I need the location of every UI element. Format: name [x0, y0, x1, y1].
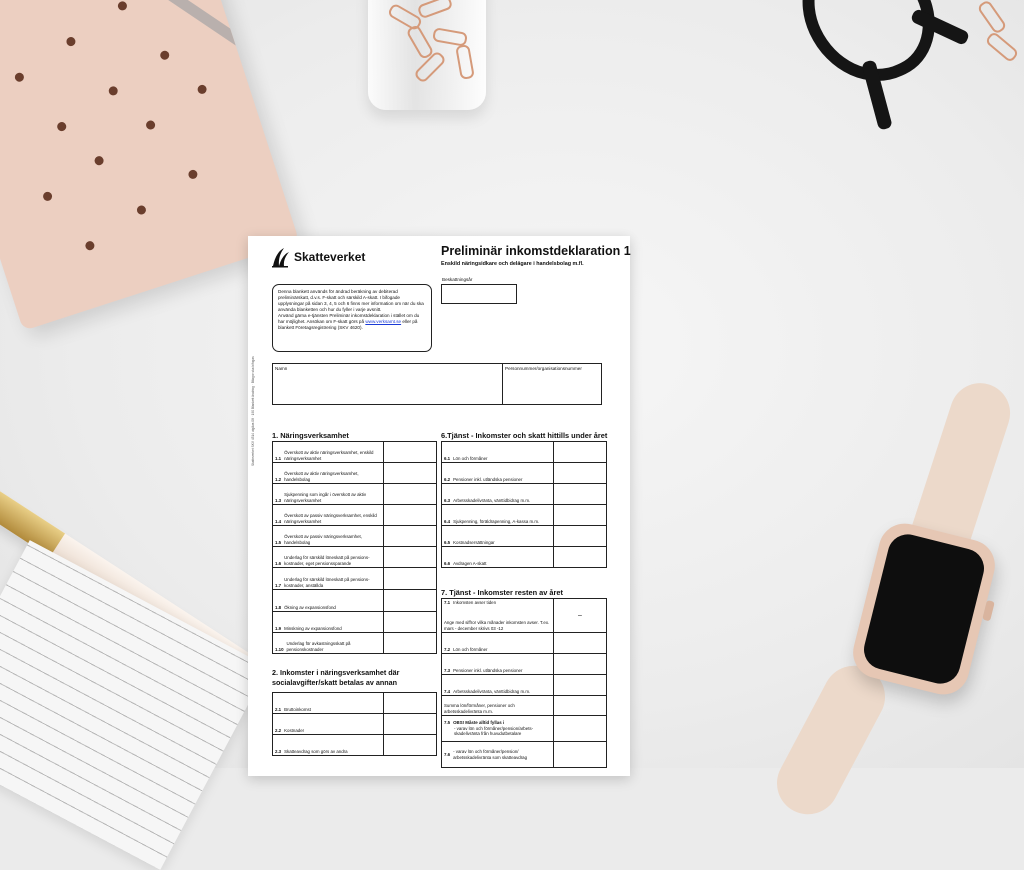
row-number: 1.10	[275, 646, 284, 652]
section-2-table	[272, 692, 437, 756]
section-7-title: 7. Tjänst - Inkomster resten av året	[441, 588, 563, 597]
table-row	[273, 484, 437, 505]
value-field[interactable]	[384, 693, 437, 713]
watch-screen	[860, 530, 988, 688]
row-number: 2.2	[275, 727, 282, 733]
info-box	[272, 284, 432, 352]
row-label: Avdragen A-skatt	[453, 560, 487, 566]
table-row	[273, 505, 437, 526]
row-label: Bruttoinkomst	[284, 706, 311, 712]
notebook-dot	[65, 36, 76, 47]
table-row	[273, 612, 437, 633]
row-number: 7.6	[444, 751, 451, 757]
row-label: Ökning av expansionsfond	[284, 604, 336, 610]
value-field[interactable]	[554, 463, 607, 483]
eyeglasses	[800, 0, 980, 160]
row-number: 1.6	[275, 560, 282, 566]
notebook-dot	[108, 85, 119, 96]
notebook-dot	[14, 72, 25, 83]
paperclip	[405, 24, 434, 60]
row-number: 2.1	[275, 706, 282, 712]
table-row	[442, 526, 607, 547]
notebook-dot	[187, 169, 198, 180]
paperclip	[417, 0, 454, 19]
table-row	[273, 693, 437, 714]
row-label: Sjukpenning, föräldrapenning, A-kassa m.m.	[453, 518, 540, 524]
skatteverket-logo	[270, 246, 365, 268]
table-row	[442, 442, 607, 463]
row-label: - varav lön och förmåner/pension/ arbetsskadelivränta som skatteavdrag	[453, 749, 528, 760]
logo-text: Skatteverket	[294, 250, 366, 264]
value-field[interactable]	[384, 633, 437, 653]
table-row	[273, 568, 437, 590]
section-2-title: 2. Inkomster i näringsverksamhet där socialavgifter/skatt betalas av annan	[272, 668, 400, 687]
table-row	[273, 526, 437, 547]
row-number: 1.4	[275, 518, 282, 524]
name-box	[272, 363, 602, 405]
month-dash: –	[578, 612, 582, 619]
section-6-table	[441, 441, 607, 568]
row-label: Överskott av aktiv näringsverksamhet, handelsbolag	[284, 471, 359, 482]
notebook-dot	[196, 84, 207, 95]
table-row	[442, 633, 607, 654]
value-field[interactable]	[384, 505, 437, 525]
section-7-table	[441, 598, 607, 768]
table-row	[442, 654, 607, 675]
row-number: 7.2	[444, 646, 451, 652]
table-row	[442, 463, 607, 484]
row-number: 7.3	[444, 667, 451, 673]
row-label: Inkomsten avser tiden	[453, 600, 497, 605]
form-title: Preliminär inkomstdeklaration 1	[441, 244, 631, 258]
verksamt-link[interactable]: www.verksamt.se	[365, 319, 402, 324]
name-label: Namn	[275, 366, 288, 371]
paperclip-jar	[368, 0, 486, 110]
notebook-dot	[56, 121, 67, 132]
notebook-dot	[84, 240, 95, 251]
beskattningsar-field[interactable]	[441, 284, 517, 304]
month-range-field[interactable]	[554, 599, 607, 632]
value-field[interactable]	[554, 633, 607, 653]
table-row	[273, 735, 437, 756]
value-field[interactable]	[554, 442, 607, 462]
row-sublabel: Ange med siffror vilka månader inkomsten avser. T.ex. mars - december skrivs 03 -12	[444, 620, 550, 631]
row-number: 1.5	[275, 539, 282, 545]
value-field[interactable]	[384, 484, 437, 504]
table-row	[442, 505, 607, 526]
row-number: 1.1	[275, 455, 282, 461]
row-number: 1.3	[275, 497, 282, 503]
row-title: OBS! Måste alltid fyllas i	[453, 720, 505, 726]
value-field[interactable]	[554, 654, 607, 674]
row-label: Kostnader	[284, 727, 305, 733]
value-field[interactable]	[384, 463, 437, 483]
row-label: Överskott av aktiv näringsverksamhet, enskild näringsverksamhet	[284, 450, 374, 461]
value-field[interactable]	[554, 742, 607, 767]
info-text-1: Denna blankett används för ändrad beräkning av debiterad preliminärskatt, d.v.s. F-skatt och särskild A-skatt. I bifogade upplysningar på sidan 3, 4, 5 och 6 finns mer information om när du ska använda blanketten och hur du fyller i varje avsnitt.	[278, 289, 424, 312]
personnummer-field[interactable]	[503, 364, 584, 404]
paperclip	[455, 44, 475, 80]
row-number: 7.5	[444, 720, 451, 726]
name-field[interactable]	[273, 364, 503, 404]
value-field[interactable]	[384, 590, 437, 611]
row-number: 6.1	[444, 455, 451, 461]
vertical-margin-text: Skatteverket SKV 4314 utgåva 08 · 190 Blankett ändring · Bilagor ska bifogas	[251, 356, 255, 466]
row-label: Arbetsskadelivränta, vänttidbidrag m.m.	[453, 688, 531, 694]
row-number: 1.8	[275, 604, 282, 610]
row-label: Underlag för särskild löneskatt på pensions-kostnader, eget pensionssparande	[284, 555, 370, 566]
section-6-title: 6.Tjänst - Inkomster och skatt hittills under året	[441, 431, 608, 440]
table-row	[442, 716, 607, 742]
value-field[interactable]	[384, 714, 437, 734]
table-row	[442, 484, 607, 505]
notebook-dot	[136, 204, 147, 215]
value-field[interactable]	[554, 716, 607, 741]
row-label: Arbetsskadelivränta, vänttidbidrag m.m.	[453, 497, 531, 503]
paperclip	[432, 27, 468, 47]
info-text-2: Använd gärna e-tjänsten Preliminär inkomstdeklaration i stället om du har möjlighet. Ansökan om F-skatt görs på	[278, 313, 420, 324]
row-number: 1.9	[275, 625, 282, 631]
row-number: 2.3	[275, 748, 282, 754]
summa-label: Summa lön/förmåner, pensioner och arbetsskadelivränta m.m.	[444, 703, 515, 714]
table-row	[273, 442, 437, 463]
value-field[interactable]	[554, 526, 607, 546]
row-label: Underlag för avkastningsskatt på pensionskostnader	[286, 641, 351, 652]
section-1-table	[272, 441, 437, 654]
tax-form	[248, 236, 630, 776]
notebook-dot	[145, 119, 156, 130]
row-number: 6.6	[444, 560, 451, 566]
value-field[interactable]	[384, 735, 437, 755]
row-number: 1.2	[275, 476, 282, 482]
paperclip	[413, 50, 447, 84]
row-label: Sjukpenning som ingår i överskott av aktiv näringsverksamhet	[284, 492, 367, 503]
table-row	[442, 696, 607, 716]
table-row	[273, 590, 437, 612]
table-row	[442, 742, 607, 768]
value-field[interactable]	[384, 442, 437, 462]
row-label: Pensioner inkl. utländska pensioner	[453, 476, 523, 482]
notebook-dot	[42, 191, 53, 202]
row-label: Överskott av passiv näringsverksamhet, enskild näringsverksamhet	[284, 513, 377, 524]
table-row	[442, 547, 607, 568]
table-row	[273, 714, 437, 735]
row-number: 6.5	[444, 539, 451, 545]
row-number: 6.3	[444, 497, 451, 503]
table-row	[273, 463, 437, 484]
row-label: Pensioner inkl. utländska pensioner	[453, 667, 523, 673]
value-field[interactable]	[384, 526, 437, 546]
personnummer-label: Personnummer/organisationsnummer	[505, 366, 582, 371]
value-field[interactable]	[384, 547, 437, 567]
notebook-dot	[93, 155, 104, 166]
table-row	[442, 599, 607, 633]
info-text-3: eller på blankett Företagsregistrering (SKV 4620).	[278, 319, 418, 330]
notebook-dot	[159, 50, 170, 61]
row-number: 6.4	[444, 518, 451, 524]
skatteverket-crown-icon	[270, 246, 290, 268]
notebook-dot	[117, 0, 128, 11]
row-label: Lön och förmåner	[453, 455, 488, 461]
row-label: Underlag för särskild löneskatt på pensions-kostnader, anställda	[284, 577, 370, 588]
row-label: - varav lön och förmåner/pension/arbets-skadelivränta från huvudutbetalare	[454, 725, 534, 737]
row-label: Lön och förmåner	[453, 646, 488, 652]
form-subtitle: Enskild näringsidkare och delägare i handelsbolag m.fl.	[441, 261, 584, 267]
table-row	[273, 547, 437, 568]
row-number: 7.4	[444, 688, 451, 694]
value-field[interactable]	[384, 568, 437, 589]
value-field[interactable]	[554, 547, 607, 567]
table-row	[273, 633, 437, 654]
row-number: 7.1	[444, 600, 451, 605]
section-1-title: 1. Näringsverksamhet	[272, 431, 349, 440]
row-label: Kostnadsersättningar	[453, 539, 495, 545]
table-row	[442, 675, 607, 696]
beskattningsar-label: Beskattningsår	[442, 277, 473, 282]
row-label: Överskott av passiv näringsverksamhet, handelsbolag	[284, 534, 362, 545]
row-label: Skatteavdrag som görs av andra	[284, 748, 348, 754]
value-field[interactable]	[384, 612, 437, 632]
row-label: Minskning av expansionsfond	[284, 625, 342, 631]
row-number: 1.7	[275, 582, 282, 588]
value-field[interactable]	[554, 505, 607, 525]
summa-field[interactable]	[554, 696, 607, 715]
value-field[interactable]	[554, 675, 607, 695]
value-field[interactable]	[554, 484, 607, 504]
row-number: 6.2	[444, 476, 451, 482]
